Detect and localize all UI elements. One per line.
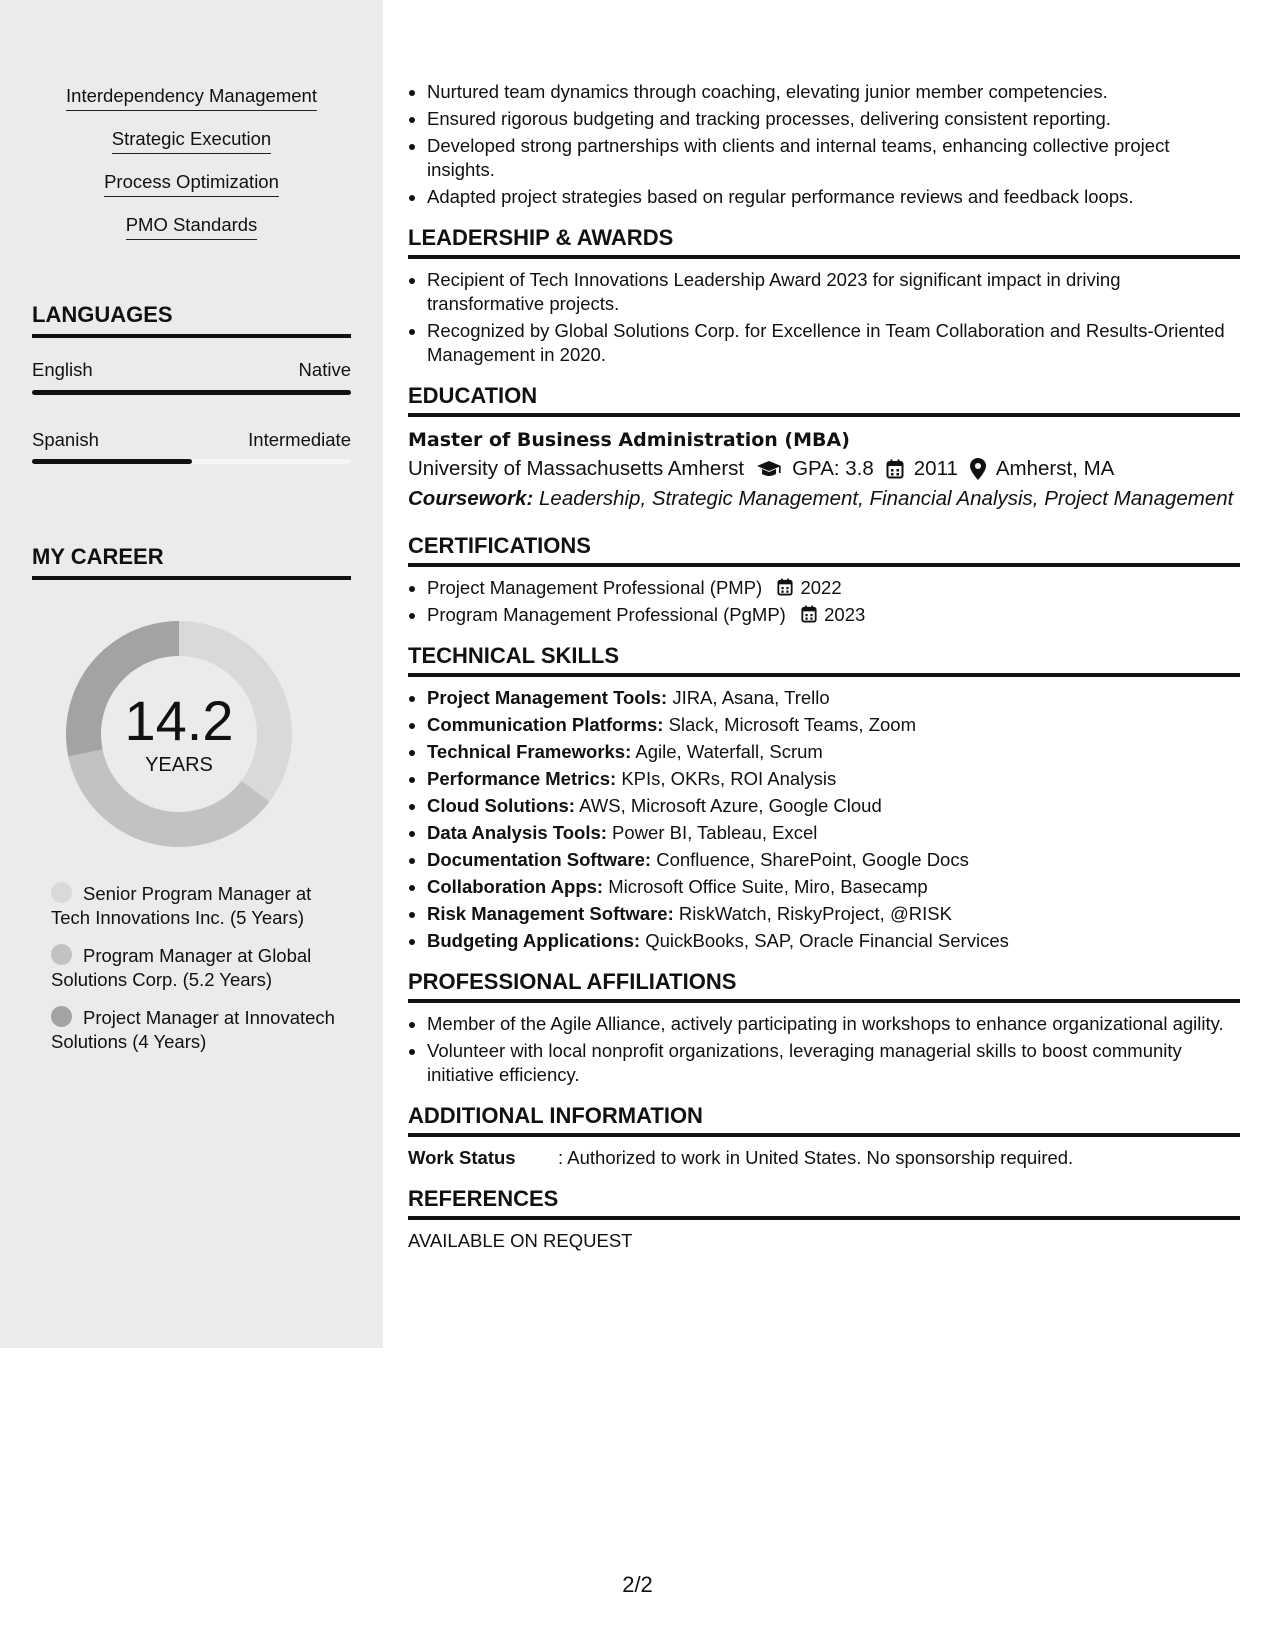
- leadership-list: [408, 268, 1240, 367]
- language-proficiency-bar: [32, 390, 351, 395]
- certification-year: 2023: [824, 604, 866, 625]
- skill-tag: Process Optimization: [104, 170, 279, 197]
- skill-value: Slack, Microsoft Teams, Zoom: [668, 714, 916, 735]
- skill-value: AWS, Microsoft Azure, Google Cloud: [579, 795, 882, 816]
- skill-value: RiskWatch, RiskyProject, @RISK: [678, 903, 952, 924]
- list-item: • Ensured rigorous budgeting and tracking processes, delivering consistent reporting.: [427, 107, 1240, 131]
- legend-dot-icon: [51, 1006, 72, 1027]
- work-status-value: : Authorized to work in United States. No sponsorship required.: [558, 1147, 1074, 1168]
- references-heading: REFERENCES: [408, 1185, 1240, 1220]
- language-name: Spanish: [32, 429, 99, 450]
- calendar-icon: [801, 605, 817, 623]
- skill-label: Collaboration Apps:: [427, 876, 604, 897]
- calendar-icon: [777, 578, 793, 596]
- work-status-label: Work Status: [408, 1147, 516, 1168]
- list-item: • Recognized by Global Solutions Corp. for Excellence in Team Collaboration and Results-Oriented Management in 2020.: [427, 319, 1240, 367]
- skill-value: Agile, Waterfall, Scrum: [635, 741, 823, 762]
- skill-value: Confluence, SharePoint, Google Docs: [656, 849, 969, 870]
- coursework-label: Coursework:: [408, 487, 534, 510]
- page-number: 2/2: [622, 1572, 653, 1597]
- coursework-text: Leadership, Strategic Management, Financial Analysis, Project Management: [539, 487, 1234, 510]
- legend-dot-icon: [51, 882, 72, 903]
- skill-label: Data Analysis Tools:: [427, 822, 607, 843]
- career-legend-text: Program Manager at Global Solutions Corp. (5.2 Years): [51, 945, 312, 990]
- skill-tag: Strategic Execution: [112, 127, 271, 154]
- technical-skills-heading: TECHNICAL SKILLS: [408, 642, 1240, 677]
- list-item: • Member of the Agile Alliance, actively participating in workshops to enhance organizational agility.: [427, 1012, 1240, 1036]
- affiliations-heading: PROFESSIONAL AFFILIATIONS: [408, 968, 1240, 1003]
- location-pin-icon: [970, 458, 986, 480]
- education-degree: Master of Business Administration (MBA): [408, 429, 850, 451]
- experience-bullets: [408, 80, 1240, 209]
- skill-value: KPIs, OKRs, ROI Analysis: [621, 768, 837, 789]
- education-gpa: GPA: 3.8: [792, 457, 874, 480]
- list-item: • Volunteer with local nonprofit organizations, leveraging managerial skills to boost community initiative efficiency.: [427, 1039, 1240, 1087]
- career-heading: MY CAREER: [32, 542, 351, 580]
- certification-name: Program Management Professional (PgMP): [427, 604, 786, 625]
- career-legend-text: Senior Program Manager at Tech Innovations Inc. (5 Years): [51, 883, 312, 928]
- leadership-heading: LEADERSHIP & AWARDS: [408, 224, 1240, 259]
- skill-value: QuickBooks, SAP, Oracle Financial Services: [645, 930, 1009, 951]
- languages-heading: LANGUAGES: [32, 300, 351, 338]
- skill-label: Technical Frameworks:: [427, 741, 632, 762]
- skill-item: [427, 740, 1240, 764]
- skill-item: [427, 875, 1240, 899]
- language-proficiency-fill: [32, 459, 192, 464]
- education-year: 2011: [913, 457, 958, 480]
- language-level: Intermediate: [248, 429, 351, 450]
- sidebar: [0, 0, 383, 1348]
- language-row: [32, 358, 351, 382]
- language-proficiency-fill: [32, 390, 351, 395]
- technical-skills-list: [408, 686, 1240, 953]
- career-legend-item: [51, 1006, 351, 1054]
- language-level: Native: [298, 359, 351, 380]
- education-school: University of Massachusetts Amherst: [408, 457, 745, 480]
- language-row: [32, 428, 351, 452]
- skill-item: [427, 848, 1240, 872]
- skill-item: [427, 686, 1240, 710]
- additional-info-heading: ADDITIONAL INFORMATION: [408, 1102, 1240, 1137]
- certification-name: Project Management Professional (PMP): [427, 577, 763, 598]
- skill-item: [427, 929, 1240, 953]
- graduation-cap-icon: [756, 460, 782, 478]
- skill-label: Cloud Solutions:: [427, 795, 575, 816]
- career-legend-text: Project Manager at Innovatech Solutions (4 Years): [51, 1007, 335, 1052]
- skill-item: [427, 821, 1240, 845]
- education-heading: EDUCATION: [408, 382, 1240, 417]
- education-coursework: [408, 484, 1240, 514]
- skill-tag: PMO Standards: [126, 213, 258, 240]
- skill-label: Documentation Software:: [427, 849, 652, 870]
- career-legend-item: [51, 882, 351, 930]
- skill-tags: [0, 84, 383, 256]
- language-name: English: [32, 359, 93, 380]
- skill-item: [427, 902, 1240, 926]
- language-proficiency-bar: [32, 459, 351, 464]
- skill-item: [427, 767, 1240, 791]
- legend-dot-icon: [51, 944, 72, 965]
- certifications-heading: CERTIFICATIONS: [408, 532, 1240, 567]
- calendar-icon: [886, 459, 904, 479]
- skill-label: Project Management Tools:: [427, 687, 668, 708]
- skill-label: Risk Management Software:: [427, 903, 674, 924]
- skill-label: Budgeting Applications:: [427, 930, 641, 951]
- list-item: • Recipient of Tech Innovations Leadership Award 2023 for significant impact in driving transformative projects.: [427, 268, 1240, 316]
- references-text: AVAILABLE ON REQUEST: [408, 1230, 633, 1251]
- skill-item: [427, 794, 1240, 818]
- certification-item: [427, 576, 1240, 600]
- career-donut-chart: [66, 621, 292, 847]
- work-status-row: [408, 1146, 1240, 1170]
- certification-year: 2022: [800, 577, 842, 598]
- list-item: • Adapted project strategies based on regular performance reviews and feedback loops.: [427, 185, 1240, 209]
- career-legend-item: [51, 944, 351, 992]
- affiliations-list: [408, 1012, 1240, 1087]
- list-item: • Developed strong partnerships with clients and internal teams, enhancing collective project insights.: [427, 134, 1240, 182]
- career-years-label: YEARS: [145, 754, 213, 776]
- skill-value: JIRA, Asana, Trello: [672, 687, 830, 708]
- certification-item: [427, 603, 1240, 627]
- career-total-years: 14.2: [124, 689, 234, 752]
- skill-label: Communication Platforms:: [427, 714, 664, 735]
- education-details: [408, 454, 1240, 484]
- certifications-list: [408, 576, 1240, 627]
- skill-item: [427, 713, 1240, 737]
- main-content: [408, 80, 1240, 1253]
- skill-value: Microsoft Office Suite, Miro, Basecamp: [608, 876, 928, 897]
- skill-value: Power BI, Tableau, Excel: [612, 822, 818, 843]
- skill-label: Performance Metrics:: [427, 768, 617, 789]
- education-location: Amherst, MA: [995, 457, 1115, 480]
- skill-tag: Interdependency Management: [66, 84, 317, 111]
- list-item: • Nurtured team dynamics through coaching, elevating junior member competencies.: [427, 80, 1240, 104]
